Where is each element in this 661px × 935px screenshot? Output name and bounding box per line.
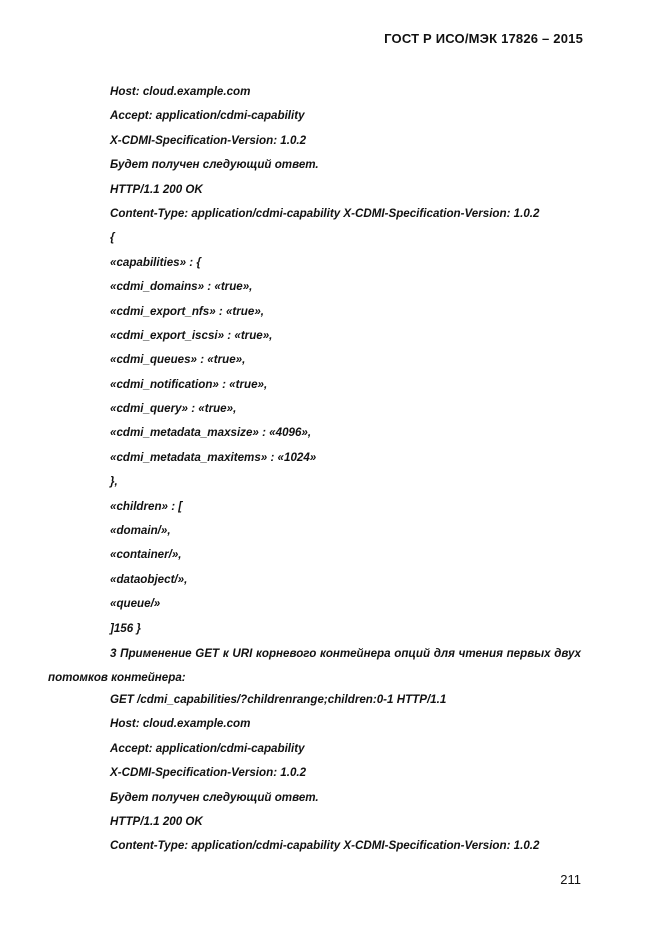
text-line: «cdmi_domains» : «true», (110, 280, 253, 294)
text-line: Accept: application/cdmi-capability (110, 109, 305, 123)
text-line: }, (110, 475, 118, 489)
text-line: «cdmi_metadata_maxsize» : «4096», (110, 426, 312, 440)
text-line: «cdmi_metadata_maxitems» : «1024» (110, 450, 317, 464)
document-body (0, 84, 661, 863)
text-line: Host: cloud.example.com (110, 85, 251, 98)
text-line: Content-Type: application/cdmi-capability X-CDMI-Specification-Version: 1.0.2 (110, 839, 540, 853)
text-line: «cdmi_query» : «true», (110, 402, 237, 416)
text-line: «cdmi_queues» : «true», (110, 353, 246, 367)
text-line: X-CDMI-Specification-Version: 1.0.2 (110, 133, 307, 147)
text-line: Будет получен следующий ответ. (110, 158, 319, 172)
text-line: ]156 } (110, 621, 141, 635)
text-line: HTTP/1.1 200 OK (110, 814, 203, 828)
text-line: «queue/» (110, 597, 161, 611)
text-line: { (110, 231, 115, 245)
text-line: «cdmi_export_iscsi» : «true», (110, 328, 273, 342)
text-line: «children» : [ (110, 499, 183, 513)
text-line: Host: cloud.example.com (110, 717, 251, 731)
paragraph: 3 Применение GET к URI корневого контейнера опций для чтения первых двух потомков контейнера: (48, 646, 581, 684)
text-line: «domain/», (110, 524, 171, 538)
text-line: «cdmi_notification» : «true», (110, 377, 268, 391)
text-line: «container/», (110, 548, 182, 562)
text-line: Accept: application/cdmi-capability (110, 741, 305, 755)
text-line: «dataobject/», (110, 572, 188, 586)
page-number: 211 (560, 872, 581, 887)
text-line: X-CDMI-Specification-Version: 1.0.2 (110, 766, 307, 780)
text-line: GET /cdmi_capabilities/?childrenrange;children:0-1 HTTP/1.1 (110, 692, 447, 706)
document-header: ГОСТ Р ИСО/МЭК 17826 – 2015 (384, 31, 583, 46)
text-line: «cdmi_export_nfs» : «true», (110, 304, 264, 318)
text-line: «capabilities» : { (110, 255, 201, 269)
text-line: Будет получен следующий ответ. (110, 790, 319, 804)
text-line: HTTP/1.1 200 OK (110, 182, 203, 196)
text-line: Content-Type: application/cdmi-capability X-CDMI-Specification-Version: 1.0.2 (110, 206, 540, 220)
